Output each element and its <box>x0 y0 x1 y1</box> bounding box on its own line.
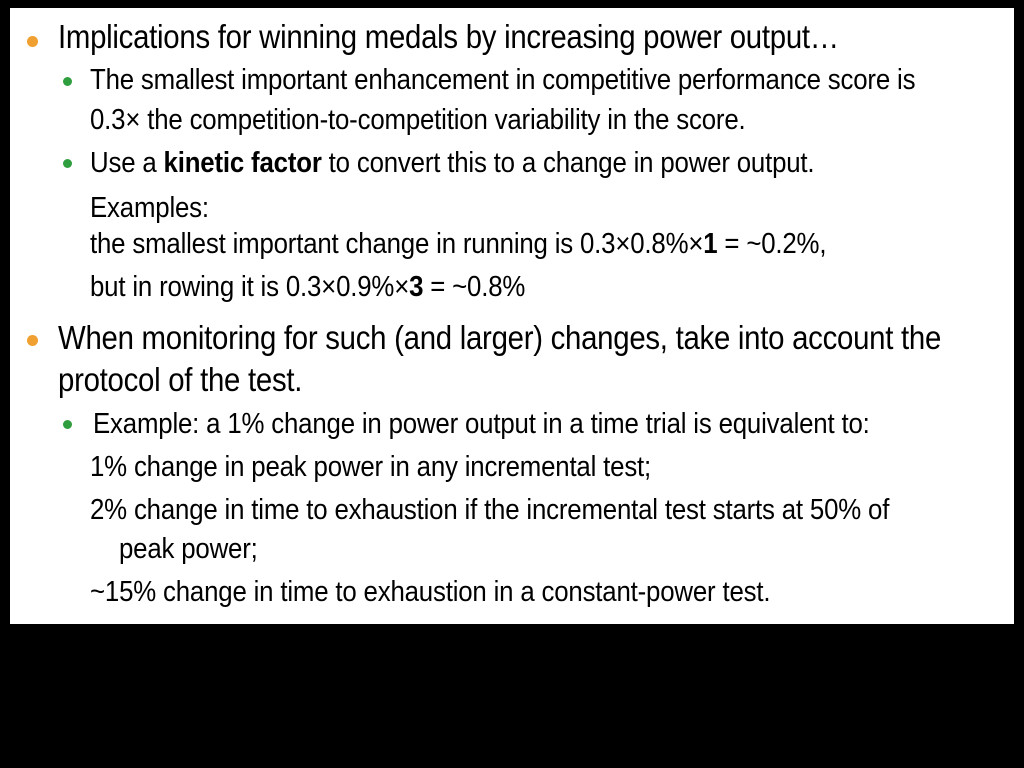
examples-label: Examples: <box>90 192 209 224</box>
example-rowing <box>90 271 525 304</box>
example-running-pre: the smallest important change in running is 0.3×0.8%× <box>90 228 704 260</box>
sub-bullet-2-post: to convert this to a change in power output. <box>321 147 815 179</box>
equivalence-item-3: ~15% change in time to exhaustion in a constant-power test. <box>90 576 771 608</box>
sub-bullet-2-pre: Use a <box>90 147 164 179</box>
green-dot-bullet-icon <box>63 77 72 86</box>
example-running-factor: 1 <box>703 228 718 260</box>
slide-content-panel <box>10 8 1014 624</box>
sub-bullet-2-line <box>90 147 814 180</box>
bullet-2-line-1: When monitoring for such (and larger) changes, take into account the <box>58 319 942 356</box>
green-dot-bullet-icon <box>63 420 72 429</box>
orange-dot-bullet-icon <box>27 36 38 47</box>
equivalence-item-2-line-2: peak power; <box>119 533 258 565</box>
example-running-post: = ~0.2%, <box>717 228 827 260</box>
sub-bullet-3-text: Example: a 1% change in power output in a time trial is equivalent to: <box>93 408 870 440</box>
equivalence-item-2-line-1: 2% change in time to exhaustion if the incremental test starts at 50% of <box>90 494 890 526</box>
example-rowing-factor: 3 <box>409 271 424 303</box>
bullet-2-line-2: protocol of the test. <box>58 361 303 398</box>
example-rowing-pre: but in rowing it is 0.3×0.9%× <box>90 271 410 303</box>
orange-dot-bullet-icon <box>27 335 38 346</box>
bullet-1-text: Implications for winning medals by increasing power output… <box>58 18 839 55</box>
equivalence-item-1: 1% change in peak power in any incremental test; <box>90 451 652 483</box>
sub-bullet-1-line-2: 0.3× the competition-to-competition variability in the score. <box>90 104 746 136</box>
example-running <box>90 228 826 261</box>
kinetic-factor-term: kinetic factor <box>163 147 322 179</box>
green-dot-bullet-icon <box>63 159 72 168</box>
sub-bullet-1-line-1: The smallest important enhancement in competitive performance score is <box>90 64 916 96</box>
example-rowing-post: = ~0.8% <box>423 271 526 303</box>
